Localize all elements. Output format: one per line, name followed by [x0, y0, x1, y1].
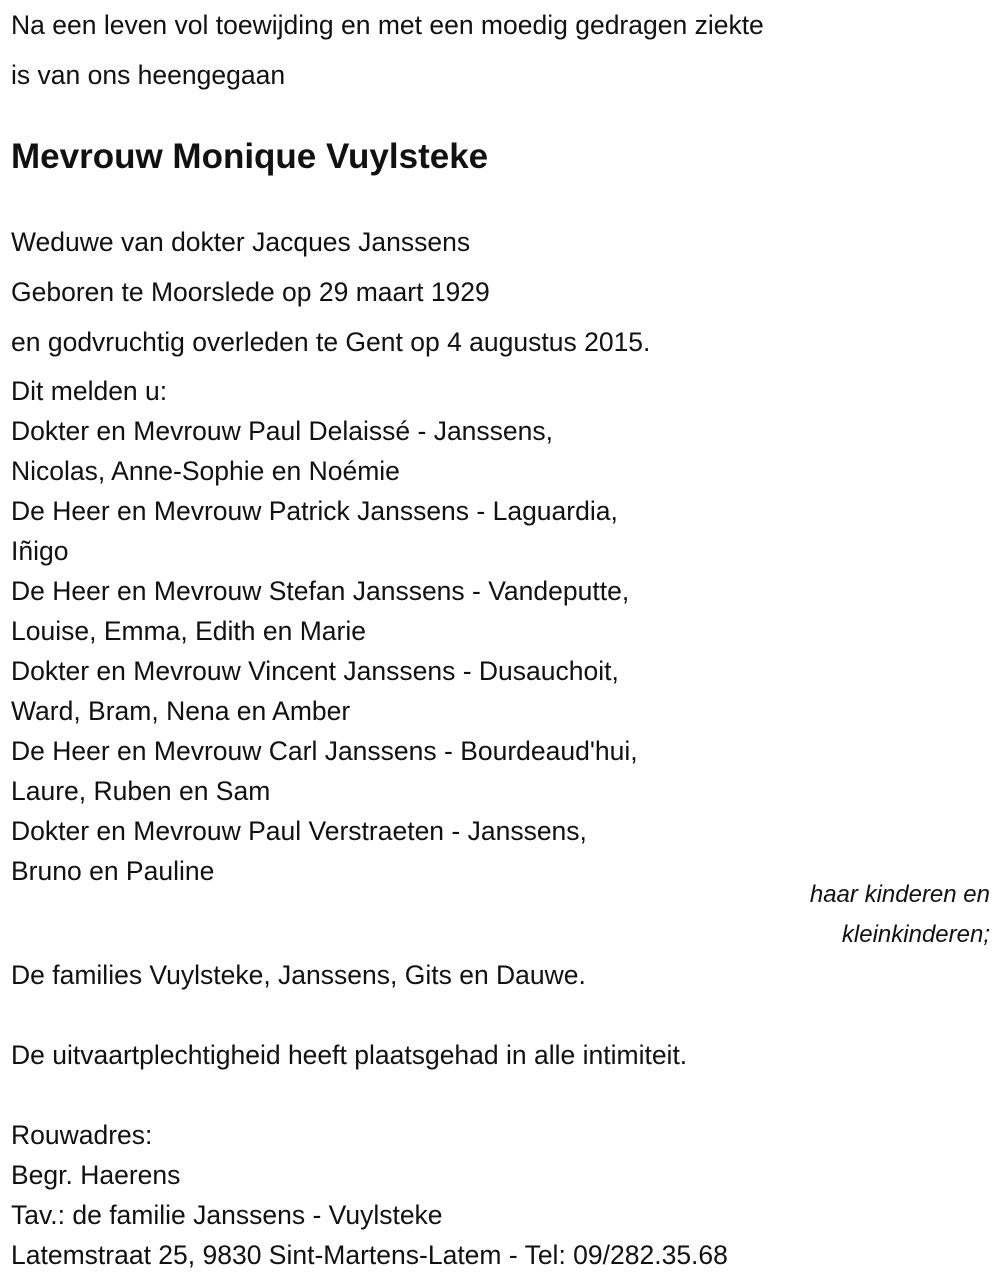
ceremony-line: De uitvaartplechtigheid heeft plaatsgehad in alle intimiteit. [11, 1040, 688, 1070]
family-line: Dit melden u: [11, 376, 168, 406]
detail-line: Weduwe van dokter Jacques Janssens [11, 227, 471, 257]
intro-line: Na een leven vol toewijding en met een moedig gedragen ziekte [11, 10, 764, 40]
families-line: De families Vuylsteke, Janssens, Gits en Dauwe. [11, 960, 586, 990]
intro-line: is van ons heengegaan [11, 60, 286, 90]
family-role: kleinkinderen; [841, 921, 990, 948]
family-line: Dokter en Mevrouw Paul Verstraeten - Janssens, [11, 816, 587, 846]
family-line: Nicolas, Anne-Sophie en Noémie [11, 456, 400, 486]
address-line: Rouwadres: [11, 1120, 153, 1150]
family-line: De Heer en Mevrouw Stefan Janssens - Vandeputte, [11, 576, 630, 606]
family-line: Louise, Emma, Edith en Marie [11, 616, 366, 646]
detail-line: Geboren te Moorslede op 29 maart 1929 [11, 277, 490, 307]
address-line: Tav.: de familie Janssens - Vuylsteke [11, 1200, 443, 1230]
address-line: Latemstraat 25, 9830 Sint-Martens-Latem - Tel: 09/282.35.68 [11, 1240, 728, 1270]
deceased-name: Mevrouw Monique Vuylsteke [11, 137, 489, 176]
family-line: Laure, Ruben en Sam [11, 776, 271, 806]
address-line: Begr. Haerens [11, 1160, 181, 1190]
family-line: De Heer en Mevrouw Carl Janssens - Bourdeaud'hui, [11, 736, 638, 766]
family-line: Bruno en Pauline [11, 856, 215, 886]
family-line: Iñigo [11, 536, 69, 566]
family-role: haar kinderen en [809, 881, 990, 908]
family-line: De Heer en Mevrouw Patrick Janssens - Laguardia, [11, 496, 618, 526]
detail-line: en godvruchtig overleden te Gent op 4 augustus 2015. [11, 327, 651, 357]
family-line: Ward, Bram, Nena en Amber [11, 696, 351, 726]
family-line: Dokter en Mevrouw Vincent Janssens - Dusauchoit, [11, 656, 619, 686]
family-line: Dokter en Mevrouw Paul Delaissé - Janssens, [11, 416, 554, 446]
